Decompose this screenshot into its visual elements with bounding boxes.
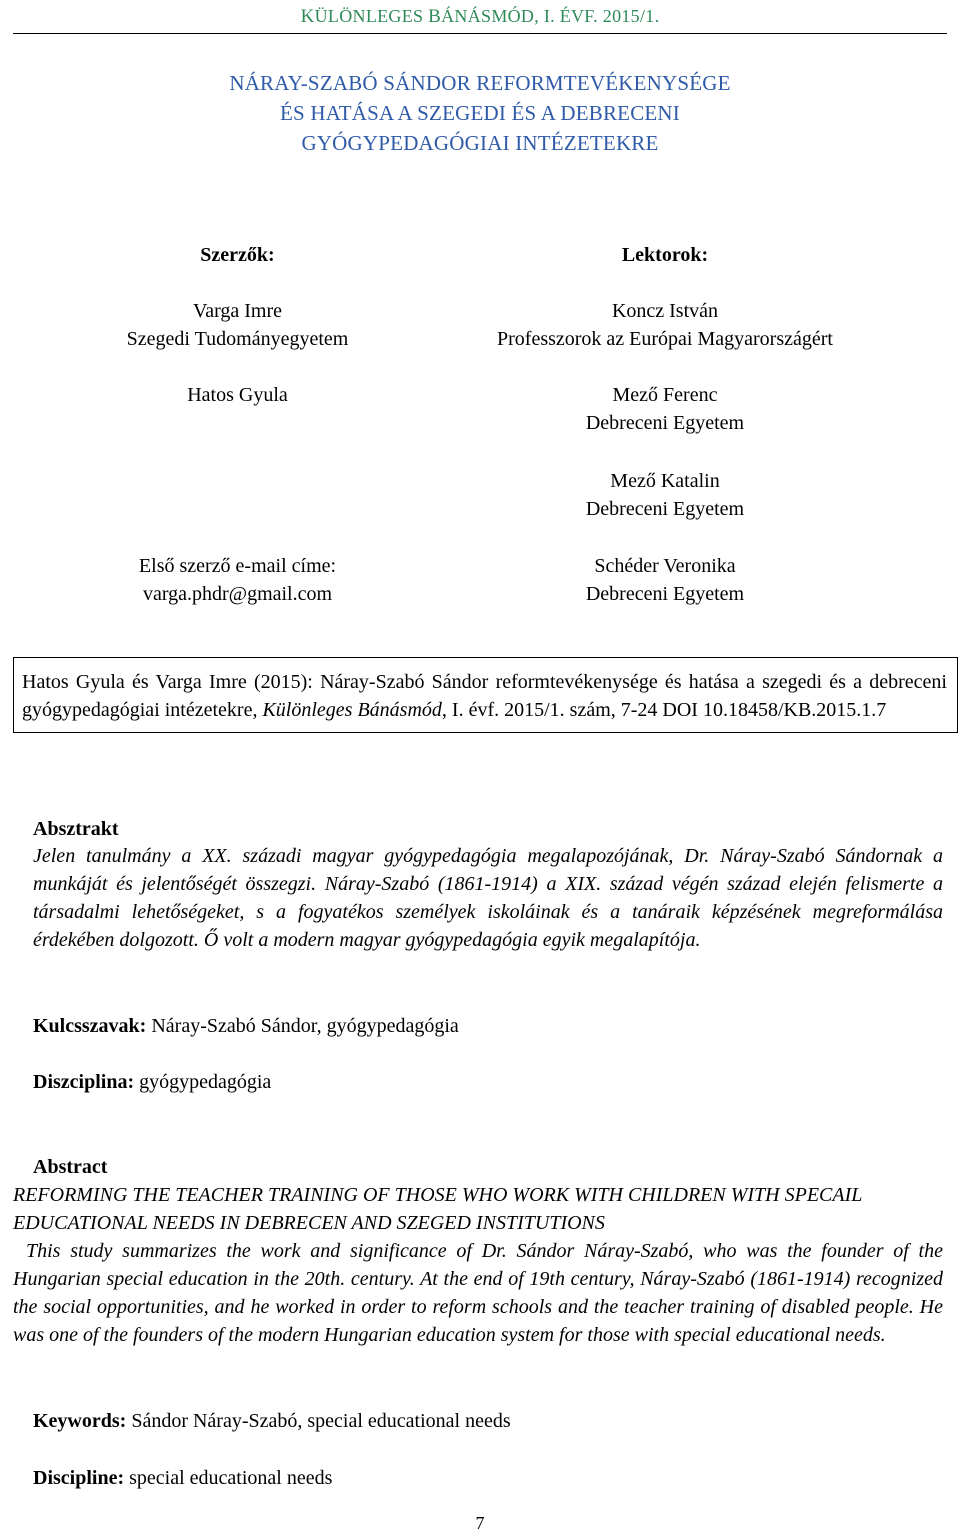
citation-box [13, 657, 958, 733]
article-title [0, 68, 960, 158]
email-label: Első szerző e-mail címe: [138, 555, 337, 577]
title-line-1: NÁRAY-SZABÓ SÁNDOR REFORMTEVÉKENYSÉGE [229, 71, 731, 95]
reviewer-3-name: Mező Katalin [610, 470, 720, 492]
reviewer-4-name: Schéder Veronika [594, 555, 736, 577]
citation-journal: Különleges Bánásmód [262, 699, 442, 721]
citation-text-1: Hatos Gyula és Varga Imre (2015): Náray-Szabó Sándor reformtevékenysége és hatása a szegedi és a debreceni gyógypedagógiai intézetekre, [22, 671, 947, 721]
running-head: KÜLÖNLEGES BÁNÁSMÓD, I. ÉVF. 2015/1. [300, 6, 660, 27]
authors-heading: Szerzők: [200, 244, 275, 266]
reviewer-2-affiliation: Debreceni Egyetem [585, 412, 745, 434]
reviewer-4-affiliation: Debreceni Egyetem [585, 583, 745, 605]
kulcsszavak-value: Náray-Szabó Sándor, gyógypedagógia [146, 1015, 459, 1037]
title-line-3: GYÓGYPEDAGÓGIAI INTÉZETEKRE [301, 131, 659, 155]
kulcsszavak-line [33, 1012, 943, 1040]
author-email: varga.phdr@gmail.com [142, 583, 333, 605]
absztrakt-heading: Absztrakt [33, 818, 119, 840]
author-1-affiliation: Szegedi Tudományegyetem [126, 328, 349, 350]
header-rule [13, 33, 947, 34]
abstract-heading: Abstract [33, 1156, 108, 1178]
reviewer-1-affiliation: Professzorok az Európai Magyarországért [497, 328, 833, 350]
diszciplina-value: gyógypedagógia [134, 1071, 272, 1093]
kulcsszavak-label: Kulcsszavak: [33, 1015, 147, 1037]
reviewers-heading: Lektorok: [621, 244, 709, 266]
reviewer-1-name: Koncz István [611, 300, 719, 322]
keywords-value: Sándor Náray-Szabó, special educational needs [126, 1410, 511, 1432]
title-line-2: ÉS HATÁSA A SZEGEDI ÉS A DEBRECENI [279, 101, 680, 125]
keywords-label: Keywords: [33, 1410, 127, 1432]
author-2-name: Hatos Gyula [187, 384, 288, 406]
reviewer-2-name: Mező Ferenc [612, 384, 718, 406]
author-1-name: Varga Imre [192, 300, 283, 322]
reviewer-3-affiliation: Debreceni Egyetem [585, 498, 745, 520]
page-number: 7 [475, 1513, 485, 1533]
citation-text-2: , I. évf. 2015/1. szám, 7-24 DOI 10.18458/KB.2015.1.7 [441, 699, 887, 721]
keywords-line [33, 1407, 943, 1435]
discipline-value: special educational needs [124, 1467, 333, 1489]
diszciplina-label: Diszciplina: [33, 1071, 135, 1093]
abstract-text: This study summarizes the work and significance of Dr. Sándor Náray-Szabó, who was the founder of the Hungarian special education in the 20th. century. At the end of 19th century, Náray-Szabó (1861-1914) recognized the social opportunities, and he worked in order to reform schools and the teacher training of disabled people. He was one of the founders of the modern Hungarian education system for those with special educational needs. [13, 1240, 943, 1346]
abstract-title: REFORMING THE TEACHER TRAINING OF THOSE WHO WORK WITH CHILDREN WITH SPECAIL EDUCATIONAL NEEDS IN DEBRECEN AND SZEGED INSTITUTIONS [13, 1184, 863, 1234]
absztrakt-text: Jelen tanulmány a XX. századi magyar gyógypedagógia megalapozójának, Dr. Náray-Szabó Sándornak a munkáját és jelentőségét összegzi. Náray-Szabó (1861-1914) a XIX. század végén század elején felismerte a társadalmi lehetőségeket, s a fogyatékos személyek iskoláinak és a tanáraik képzésének megreformálása érdekében dolgozott. Ő volt a modern magyar gyógypedagógia egyik megalapítója. [33, 845, 943, 951]
discipline-line [33, 1464, 943, 1492]
diszciplina-line [33, 1068, 943, 1096]
discipline-label: Discipline: [33, 1467, 125, 1489]
